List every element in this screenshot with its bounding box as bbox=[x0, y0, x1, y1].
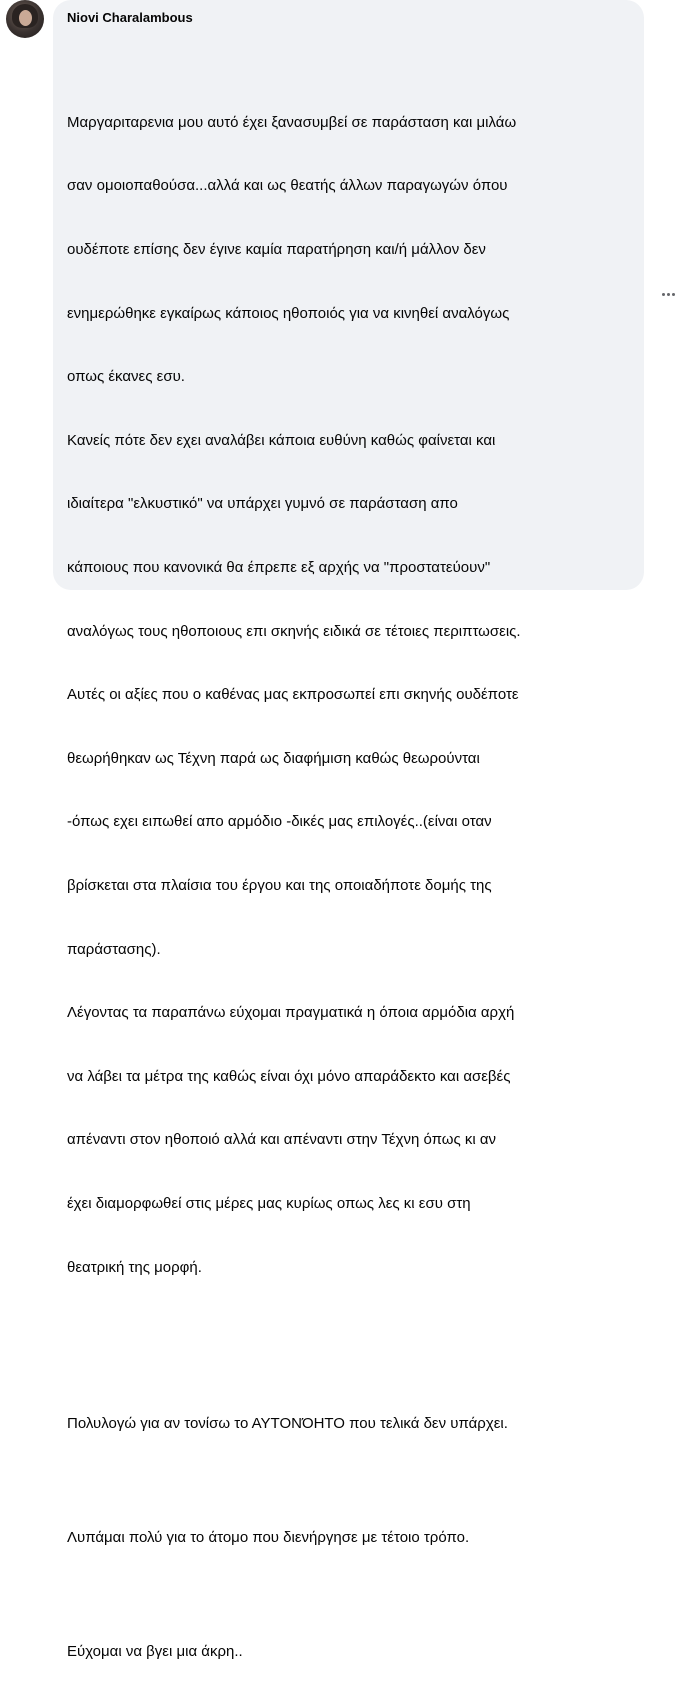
comment-line: -όπως εχει ειπωθεί απο αρμόδιο -δικές μας επιλογές..(είναι οταν bbox=[67, 813, 492, 831]
more-horizontal-icon-dot bbox=[667, 293, 670, 296]
comment-line: έχει διαμορφωθεί στις μέρες μας κυρίως οπως λες κι εσυ στη bbox=[67, 1194, 471, 1212]
comment-bubble bbox=[53, 0, 644, 1660]
avatar-face bbox=[19, 10, 32, 26]
comment-line: οπως έκανες εσυ. bbox=[67, 368, 185, 386]
comment-line: αναλόγως τους ηθοποιους επι σκηνής ειδικά σε τέτοιες περιπτωσεις. bbox=[67, 622, 521, 640]
comment-paragraph-2: Πολυλογώ για αν τονίσω το ΑΥΤΟΝΌΗΤΟ που τελικά δεν υπάρχει. bbox=[67, 1414, 508, 1432]
comment-paragraph-3: Λυπάμαι πολύ για το άτομο που διενήργησε με τέτοιο τρόπο. bbox=[67, 1528, 470, 1546]
comment-paragraph-4: Εύχομαι να βγει μια άκρη.. bbox=[67, 1642, 243, 1660]
comment-line: Κανείς πότε δεν εχει αναλάβει κάποια ευθύνη καθώς φαίνεται και bbox=[67, 431, 496, 449]
comment-line: να λάβει τα μέτρα της καθώς είναι όχι μόνο απαράδεκτο και ασεβές bbox=[67, 1067, 511, 1085]
paragraph-gap bbox=[67, 1591, 632, 1599]
comment-paragraph-1 bbox=[67, 69, 632, 1320]
comment-line: βρίσκεται στα πλαίσια του έργου και της οποιαδήποτε δομής της bbox=[67, 876, 492, 894]
more-horizontal-icon bbox=[662, 293, 665, 296]
comment-line: θεατρική της μορφή. bbox=[67, 1258, 202, 1276]
more-options-button[interactable] bbox=[659, 286, 677, 302]
comment-line: ιδιαίτερα "ελκυστικό" να υπάρχει γυμνό σε παράσταση απο bbox=[67, 495, 458, 513]
paragraph-gap bbox=[67, 1477, 632, 1485]
avatar[interactable] bbox=[6, 0, 44, 38]
comment-line: Μαργαριταρενια μου αυτό έχει ξανασυμβεί σε παράσταση και μιλάω bbox=[67, 113, 517, 131]
comment-line: ενημερώθηκε εγκαίρως κάποιος ηθοποιός για να κινηθεί αναλόγως bbox=[67, 304, 510, 322]
comment-line: παράστασης). bbox=[67, 940, 161, 958]
comment-line: Λέγοντας τα παραπάνω εύχομαι πραγματικά η όποια αρμόδια αρχή bbox=[67, 1004, 515, 1022]
comment-line: θεωρήθηκαν ως Τέχνη παρά ως διαφήμιση καθώς θεωρούνται bbox=[67, 749, 480, 767]
paragraph-gap bbox=[67, 1363, 632, 1371]
comment-line: απέναντι στον ηθοποιό αλλά και απέναντι στην Τέχνη όπως κι αν bbox=[67, 1131, 497, 1149]
comment-line: κάποιους που κανονικά θα έπρεπε εξ αρχής να "προστατεύουν" bbox=[67, 558, 491, 576]
comment-line: Αυτές οι αξίες που ο καθένας μας εκπροσωπεί επι σκηνής ουδέποτε bbox=[67, 686, 519, 704]
more-horizontal-icon-dot bbox=[672, 293, 675, 296]
comment-body bbox=[67, 27, 632, 1705]
comment-line: σαν ομοιοπαθούσα...αλλά και ως θεατής άλλων παραγωγών όπου bbox=[67, 177, 508, 195]
comment-author[interactable]: Niovi Charalambous bbox=[67, 10, 193, 25]
comment-line: ουδέποτε επίσης δεν έγινε καμία παρατήρηση και/ή μάλλον δεν bbox=[67, 241, 486, 258]
